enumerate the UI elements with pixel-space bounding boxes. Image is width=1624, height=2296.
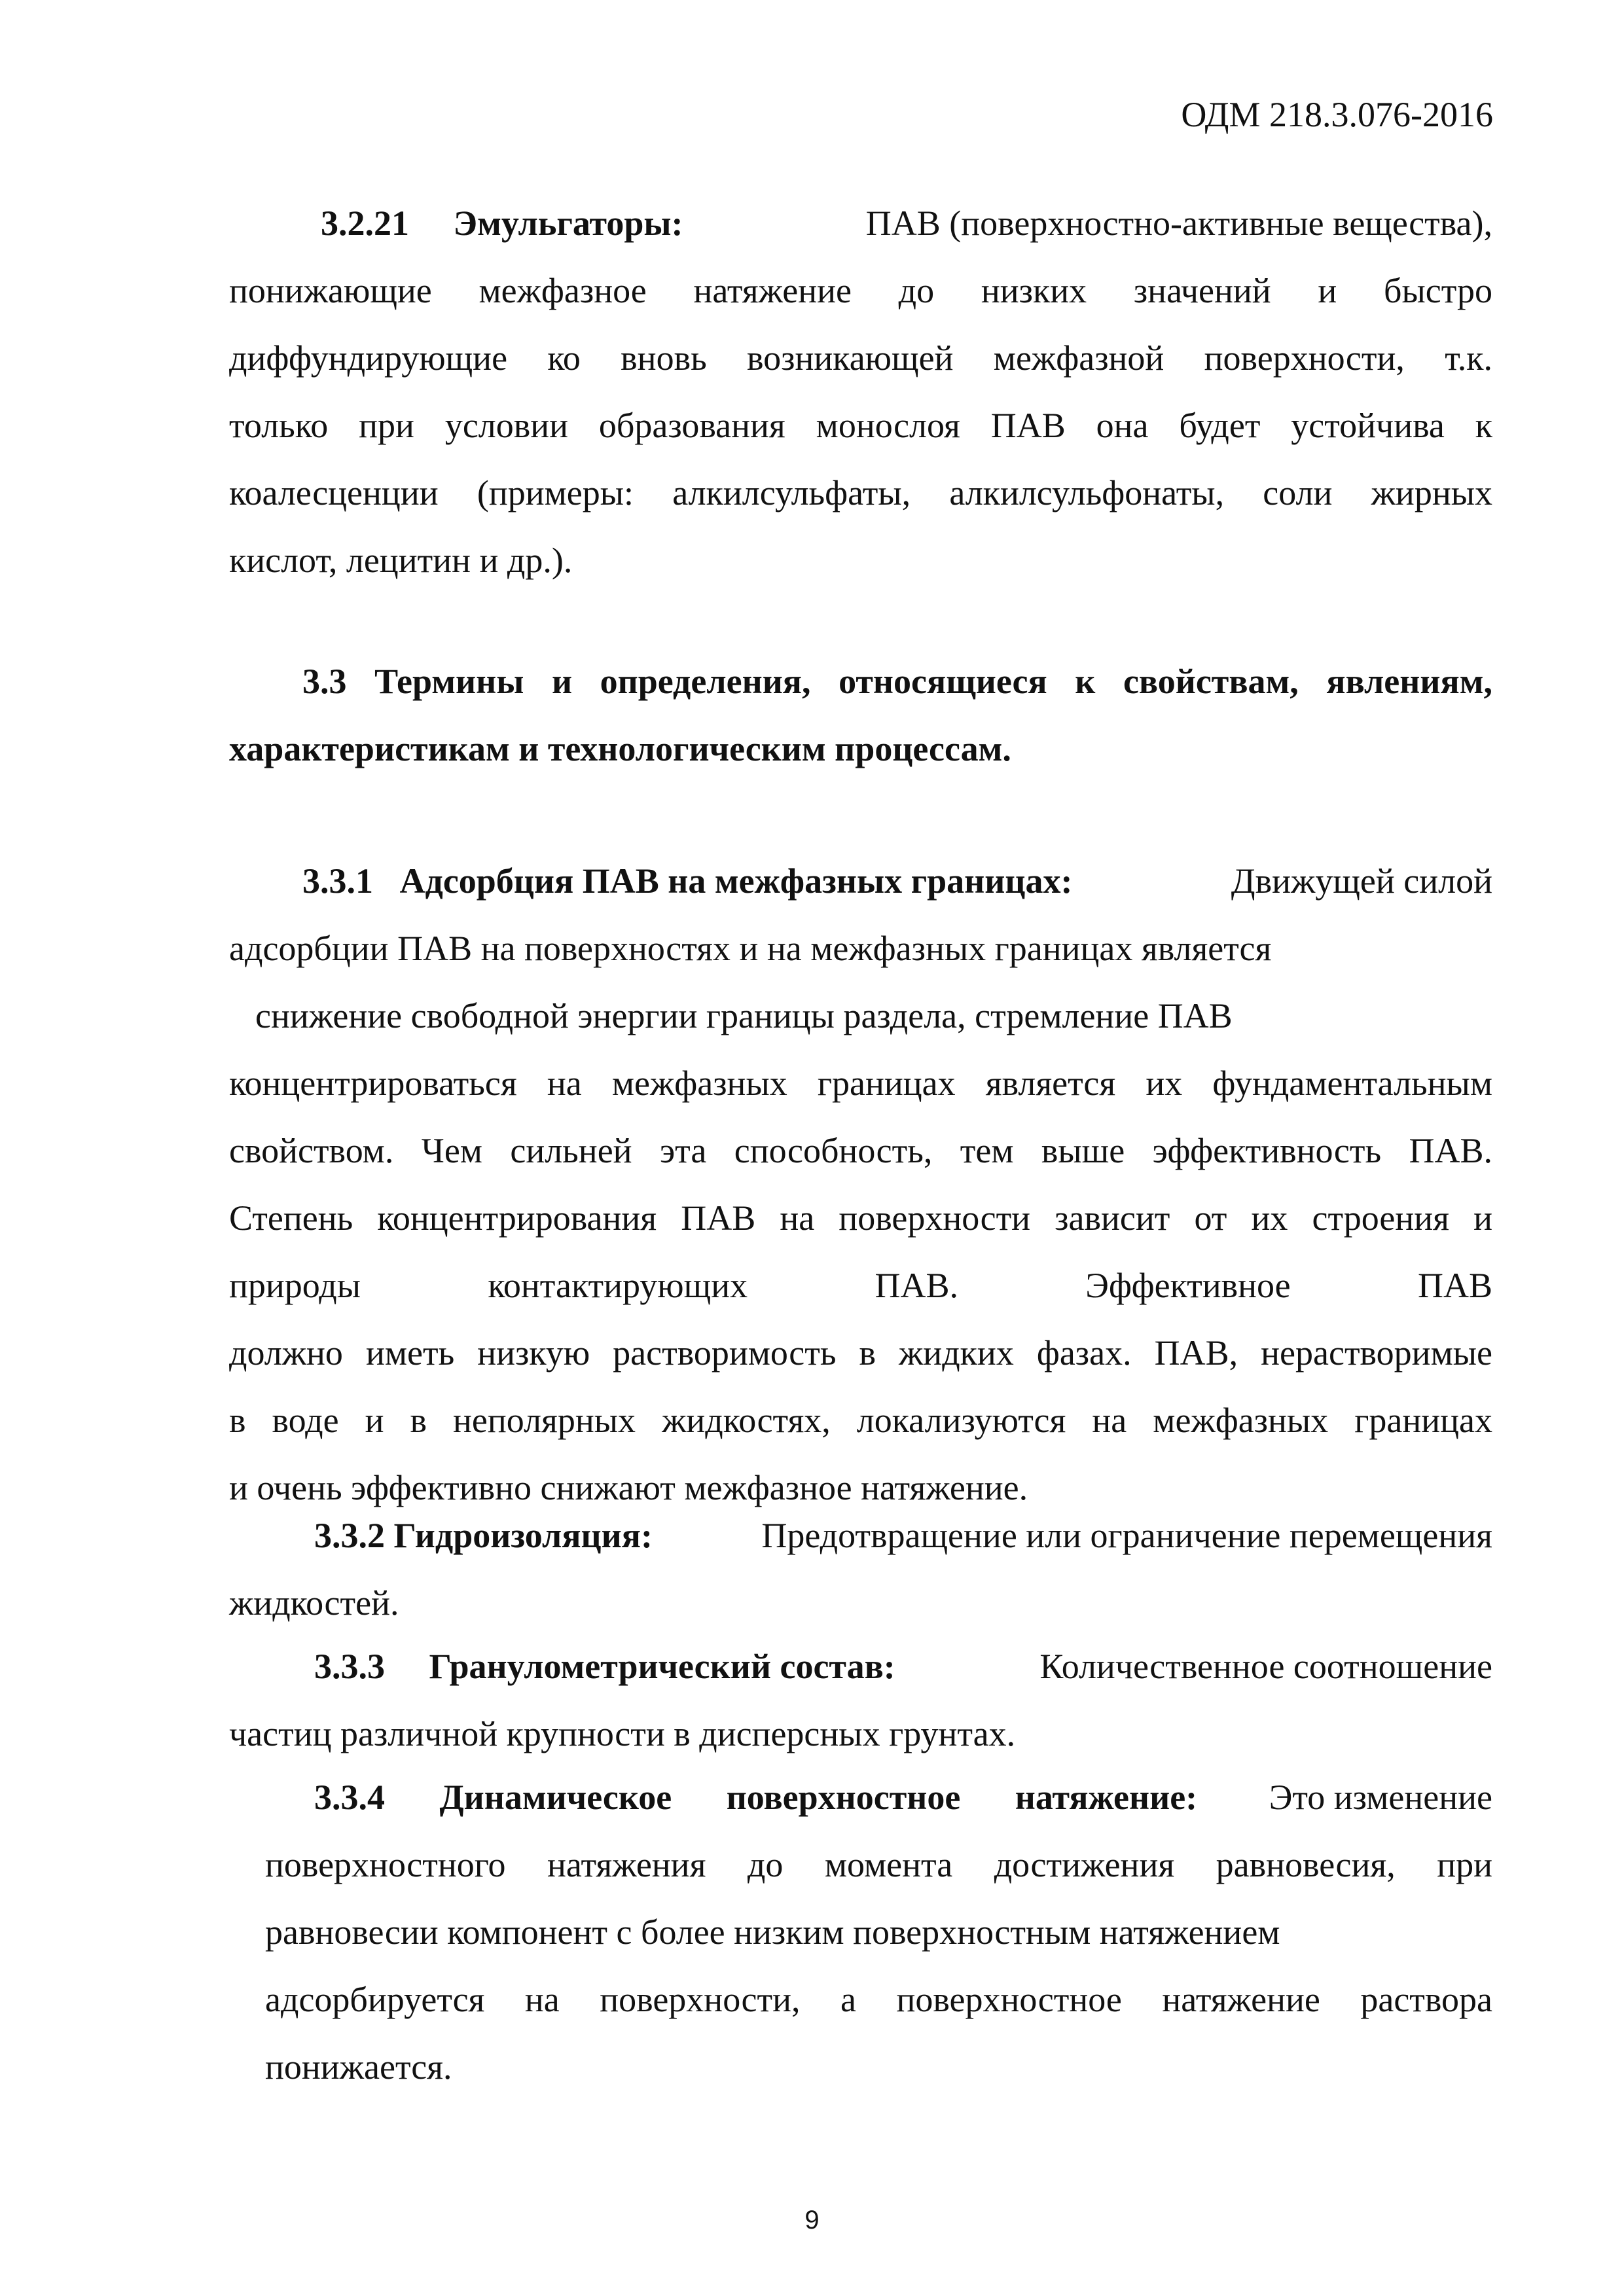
section-number: 3.3.2 (314, 1516, 385, 1555)
section-term: Эмульгаторы: (453, 204, 683, 243)
section-number: 3.3.1 (302, 861, 373, 901)
section-3-3-4 (229, 1764, 1492, 2101)
paragraph-text: ПАВ (поверхностно-активные вещества), (865, 204, 1492, 243)
paragraph-line: Степень концентрирования ПАВ на поверхности зависит от их строения и (229, 1198, 1492, 1238)
paragraph-line: должно иметь низкую растворимость в жидких фазах. ПАВ, нерастворимые (229, 1333, 1492, 1372)
section-3-3-3 (229, 1633, 1492, 1768)
paragraph-line: равновесии компонент с более низким поверхностным натяжением (265, 1912, 1280, 1952)
paragraph-line: свойством. Чем сильней эта способность, тем выше эффективность ПАВ. (229, 1131, 1492, 1170)
paragraph-line (229, 1633, 1492, 1700)
section-number: 3.3.4 (314, 1778, 385, 1817)
heading-line: характеристикам и технологическим процессам. (229, 729, 1011, 768)
paragraph-line: диффундирующие ко вновь возникающей межфазной поверхности, т.к. (229, 338, 1492, 378)
section-number: 3.3.3 (314, 1647, 385, 1686)
paragraph-line: природы контактирующих ПАВ. Эффективное ПАВ (229, 1266, 1492, 1305)
paragraph-line (229, 1764, 1492, 1831)
section-3-3-2 (229, 1502, 1492, 1637)
heading-line: 3.3 Термины и определения, относящиеся к свойствам, явлениям, (302, 662, 1492, 701)
section-3-3-heading (229, 648, 1492, 783)
paragraph-line: поверхностного натяжения до момента достижения равновесия, при (265, 1845, 1492, 1884)
paragraph-line: кислот, лецитин и др.). (229, 541, 573, 580)
paragraph-line: только при условии образования монослоя ПАВ она будет устойчива к (229, 406, 1492, 445)
section-number: 3.2.21 (321, 204, 409, 243)
paragraph-line: в воде и в неполярных жидкостях, локализуются на межфазных границах (229, 1401, 1492, 1440)
section-3-2-21 (229, 190, 1492, 594)
paragraph-line (229, 848, 1492, 915)
section-term: Гранулометрический состав: (429, 1647, 895, 1686)
section-3-3-1 (229, 848, 1492, 1522)
paragraph-line: частиц различной крупности в дисперсных грунтах. (229, 1714, 1016, 1753)
paragraph-line: понижающие межфазное натяжение до низких значений и быстро (229, 271, 1492, 310)
paragraph-line: снижение свободной энергии границы раздела, стремление ПАВ (255, 996, 1233, 1035)
paragraph-line: адсорбируется на поверхности, а поверхностное натяжение раствора (265, 1980, 1492, 2019)
paragraph-line: жидкостей. (229, 1583, 399, 1623)
paragraph-line (229, 190, 1492, 257)
paragraph-line: и очень эффективно снижают межфазное натяжение. (229, 1468, 1028, 1507)
paragraph-text: Движущей силой (1231, 861, 1492, 901)
section-term: Динамическое поверхностное натяжение: (439, 1778, 1198, 1817)
paragraph-text: Предотвращение или ограничение перемещения (761, 1516, 1492, 1555)
paragraph-text: Это изменение (1269, 1778, 1492, 1817)
paragraph-line: понижается. (265, 2047, 452, 2087)
paragraph-line: коалесценции (примеры: алкилсульфаты, алкилсульфонаты, соли жирных (229, 473, 1492, 512)
page-number: 9 (804, 2206, 820, 2234)
document-code: ОДМ 218.3.076-2016 (1181, 95, 1493, 134)
paragraph-line: адсорбции ПАВ на поверхностях и на межфазных границах является (229, 929, 1272, 968)
paragraph-text: Количественное соотношение (1039, 1647, 1492, 1686)
section-term: Гидроизоляция: (393, 1516, 653, 1555)
paragraph-line: концентрироваться на межфазных границах является их фундаментальным (229, 1064, 1492, 1103)
section-term: Адсорбция ПАВ на межфазных границах: (399, 861, 1073, 901)
paragraph-line (229, 1502, 1492, 1570)
